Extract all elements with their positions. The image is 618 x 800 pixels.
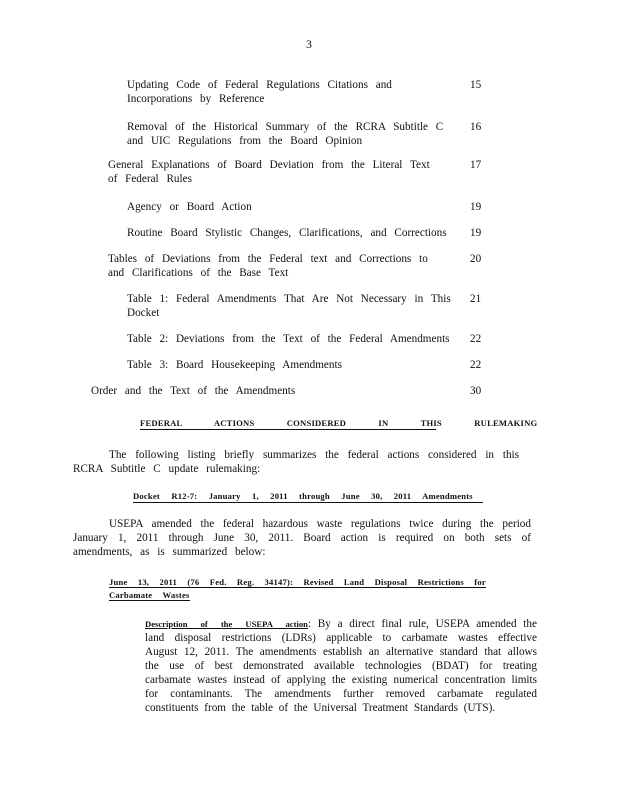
toc-entry-page: 22 bbox=[470, 359, 482, 371]
section-heading: FEDERAL ACTIONS CONSIDERED IN THIS RULEMAKING bbox=[140, 418, 538, 428]
intro-paragraph-text: The following listing briefly summarizes the federal actions considered in this RCRA Subtitle C update rulemaking: bbox=[73, 449, 519, 475]
page-number: 3 bbox=[306, 37, 312, 51]
description-label: Description of the USEPA action bbox=[145, 619, 308, 629]
toc-entry-title: Updating Code of Federal Regulations Citations and Incorporations by Reference bbox=[127, 79, 392, 105]
toc-entry-title: Routine Board Stylistic Changes, Clarifications, and Corrections bbox=[127, 227, 447, 239]
toc-entry-title: Table 3: Board Housekeeping Amendments bbox=[127, 359, 342, 371]
toc-entry-title: Tables of Deviations from the Federal text and Corrections to and Clarifications of the Base Text bbox=[108, 253, 428, 279]
action-heading-text: June 13, 2011 (76 Fed. Reg. 34147): Revised Land Disposal Restrictions for Carbamate Wastes bbox=[109, 577, 486, 600]
toc-entry-page: 30 bbox=[470, 385, 482, 397]
action-heading bbox=[109, 576, 489, 603]
description-text: : By a direct final rule, USEPA amended the land disposal restrictions (LDRs) applicable to carbamate wastes effective August 12, 2011. The amendments establish an alternative standard that allows the use of best demonstrated available technologies (BDAT) for treating carbamate wastes instead of applying the existing numerical concentration limits for contaminants. The amendments further removed carbamate regulated constituents from the table of the Universal Treatment Standards (UTS). bbox=[145, 618, 537, 714]
usepa-paragraph-text: USEPA amended the federal hazardous waste regulations twice during the period January 1, 2011 through June 30, 2011. Board action is required on both sets of amendments, as is summarized below: bbox=[73, 518, 531, 558]
toc-entry-page: 19 bbox=[470, 201, 482, 213]
docket-heading: Docket R12-7: January 1, 2011 through June 30, 2011 Amendments bbox=[133, 491, 483, 503]
toc-entry-page: 21 bbox=[470, 293, 482, 305]
toc-entry-page: 19 bbox=[470, 227, 482, 239]
toc-entry-page: 15 bbox=[470, 79, 482, 91]
toc-entry-title: Agency or Board Action bbox=[127, 201, 252, 213]
usepa-paragraph bbox=[73, 517, 531, 559]
toc-entry-title: General Explanations of Board Deviation from the Literal Text of Federal Rules bbox=[108, 159, 430, 185]
toc-entry-title: Table 1: Federal Amendments That Are Not Necessary in This Docket bbox=[127, 293, 451, 319]
toc-entry-page: 20 bbox=[470, 253, 482, 265]
intro-paragraph bbox=[73, 448, 519, 476]
toc-entry-page: 17 bbox=[470, 159, 482, 171]
toc-entry-title: Table 2: Deviations from the Text of the Federal Amendments bbox=[127, 333, 450, 345]
toc-entry-title: Order and the Text of the Amendments bbox=[91, 385, 296, 397]
description-paragraph bbox=[145, 617, 537, 715]
toc-entry-page: 22 bbox=[470, 333, 482, 345]
toc-entry-title: Removal of the Historical Summary of the RCRA Subtitle C and UIC Regulations from the Board Opinion bbox=[127, 121, 444, 147]
toc-entry-page: 16 bbox=[470, 121, 482, 133]
